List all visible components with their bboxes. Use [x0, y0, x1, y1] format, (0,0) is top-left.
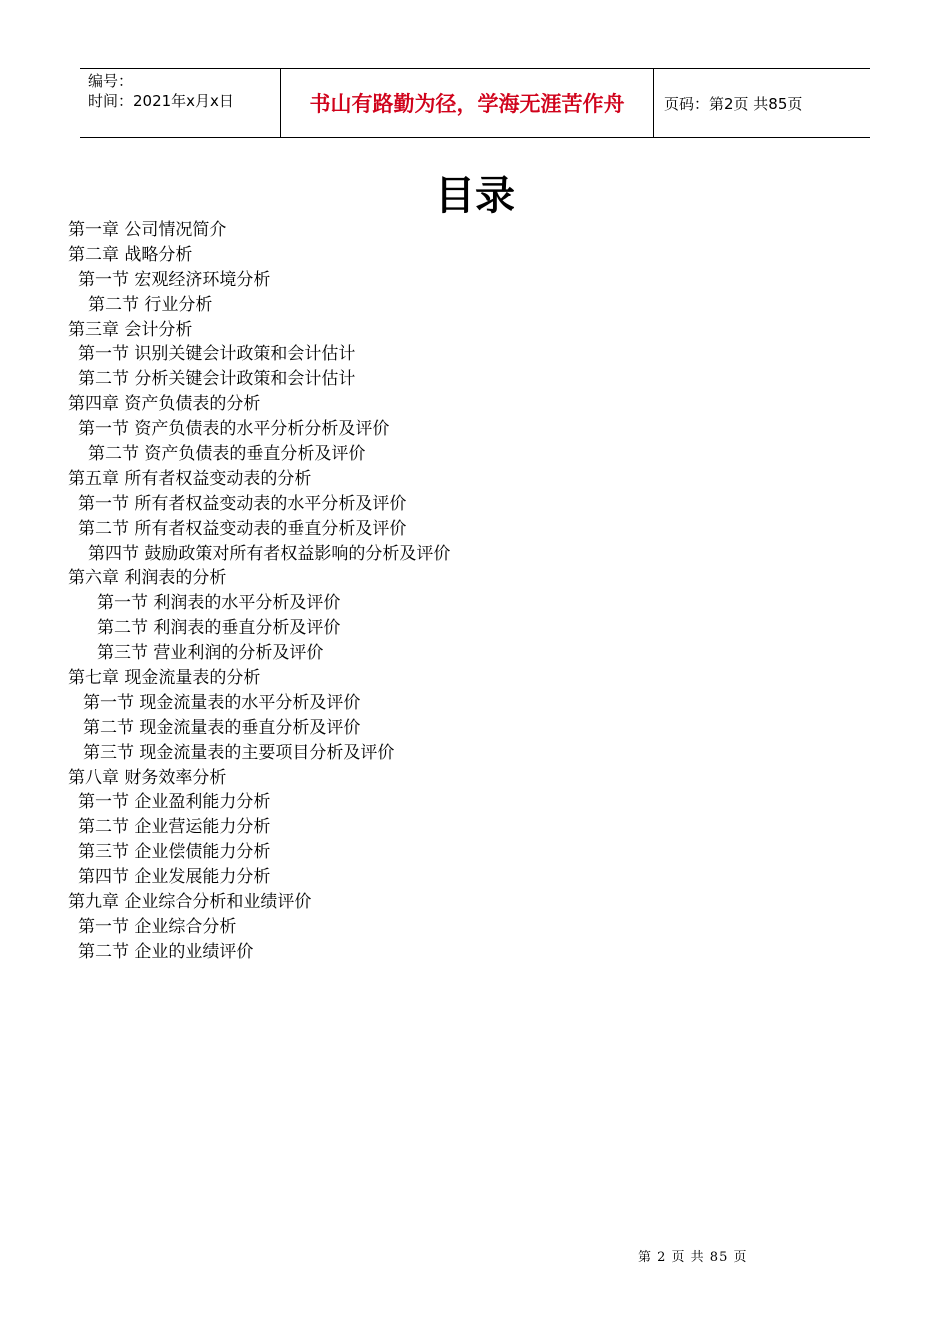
- toc-item[interactable]: 第四节 鼓励政策对所有者权益影响的分析及评价: [88, 543, 451, 564]
- toc-item[interactable]: 第二章 战略分析: [68, 244, 193, 265]
- toc-item[interactable]: 第九章 企业综合分析和业绩评价: [68, 892, 312, 913]
- header-meta: [80, 69, 281, 137]
- page-title: 目录: [435, 173, 515, 219]
- toc-item[interactable]: 第一节 企业综合分析: [78, 916, 237, 937]
- number-label: 编号：: [88, 72, 134, 90]
- toc-item[interactable]: 第八章 财务效率分析: [68, 767, 227, 788]
- toc-item[interactable]: 第四节 企业发展能力分析: [78, 867, 271, 888]
- toc-item[interactable]: 第四章 资产负债表的分析: [68, 394, 261, 415]
- header-page-label: 页码：第2页 共85页: [664, 94, 803, 113]
- toc-item[interactable]: 第二节 企业的业绩评价: [78, 941, 254, 962]
- toc-item[interactable]: 第三节 企业偿债能力分析: [78, 842, 271, 863]
- toc-item[interactable]: 第三节 现金流量表的主要项目分析及评价: [83, 742, 395, 763]
- toc-item[interactable]: 第一节 宏观经济环境分析: [78, 269, 271, 290]
- toc-item[interactable]: 第一节 利润表的水平分析及评价: [97, 593, 341, 614]
- toc-item[interactable]: 第一章 公司情况简介: [68, 220, 227, 240]
- toc-item[interactable]: 第三节 营业利润的分析及评价: [97, 643, 324, 664]
- toc-item[interactable]: 第二节 分析关键会计政策和会计估计: [78, 369, 356, 390]
- toc-item[interactable]: 第二节 资产负债表的垂直分析及评价: [88, 444, 366, 465]
- toc-item[interactable]: 第五章 所有者权益变动表的分析: [68, 468, 312, 489]
- toc-item[interactable]: 第二节 行业分析: [88, 294, 213, 315]
- toc-item[interactable]: 第二节 所有者权益变动表的垂直分析及评价: [78, 518, 407, 539]
- toc-item[interactable]: 第一节 企业盈利能力分析: [78, 792, 271, 813]
- toc-item[interactable]: 第七章 现金流量表的分析: [68, 668, 261, 689]
- toc-item[interactable]: 第二节 利润表的垂直分析及评价: [97, 618, 341, 639]
- header-motto: 书山有路勤为径，学海无涯苦作舟: [281, 69, 654, 137]
- toc-item[interactable]: 第三章 会计分析: [68, 319, 193, 340]
- page-header: [80, 68, 870, 138]
- toc-item[interactable]: 第一节 所有者权益变动表的水平分析及评价: [78, 493, 407, 514]
- toc-item[interactable]: 第六章 利润表的分析: [68, 568, 227, 589]
- toc-item[interactable]: 第一节 现金流量表的水平分析及评价: [83, 692, 361, 713]
- toc-item[interactable]: 第二节 企业营运能力分析: [78, 817, 271, 838]
- table-of-contents: [68, 218, 450, 965]
- time-label: 时间：2021年x月x日: [88, 92, 234, 110]
- toc-item[interactable]: 第一节 资产负债表的水平分析分析及评价: [78, 419, 390, 440]
- page-footer: 第 2 页 共 85 页: [638, 1250, 748, 1265]
- toc-item[interactable]: 第一节 识别关键会计政策和会计估计: [78, 344, 356, 365]
- toc-item[interactable]: 第二节 现金流量表的垂直分析及评价: [83, 717, 361, 738]
